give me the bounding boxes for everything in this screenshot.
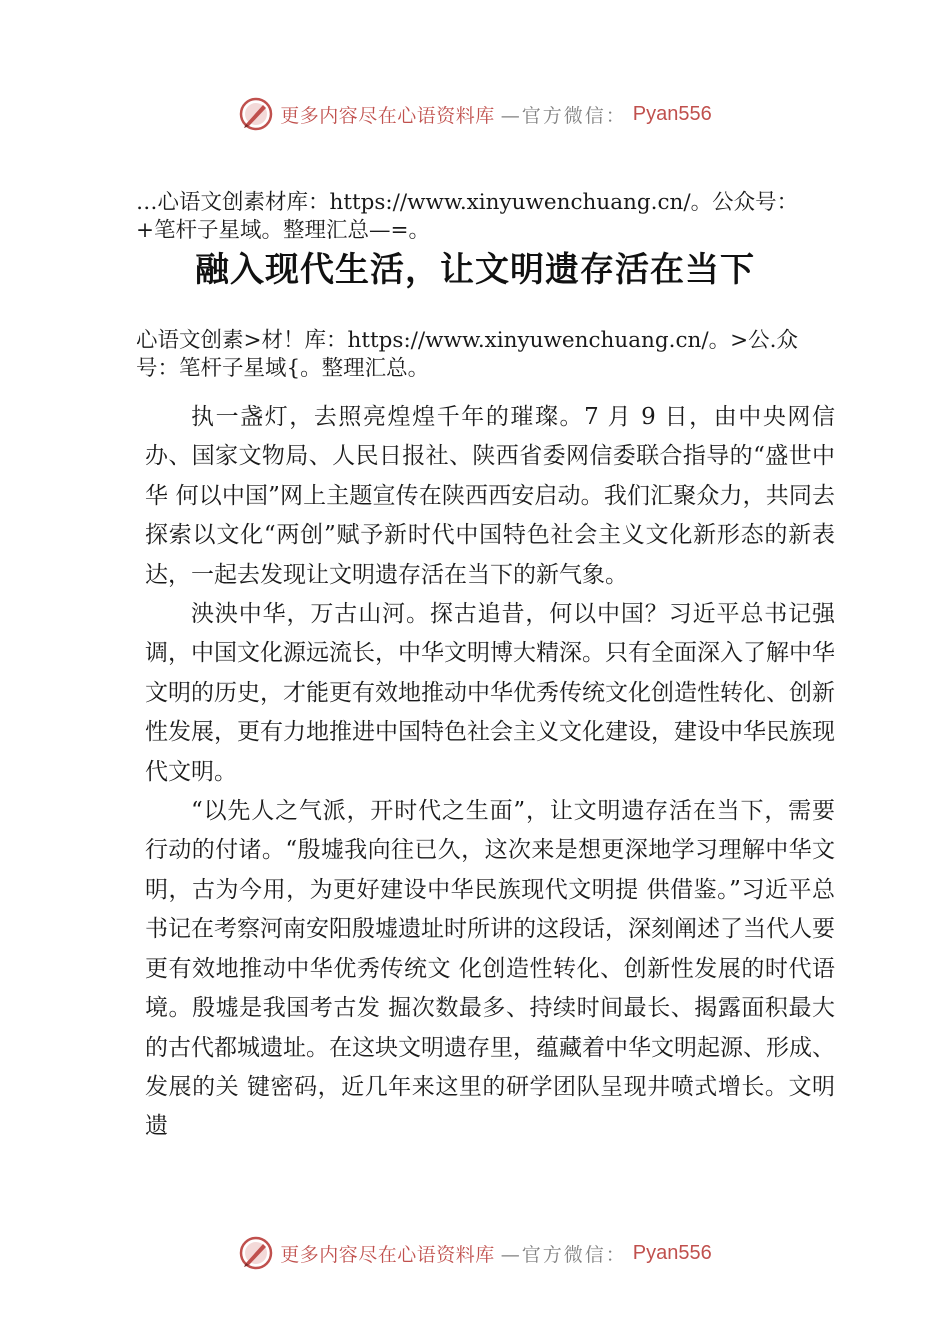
banner-wechat-id: Pyan556 — [632, 102, 712, 125]
brush-pen-logo-icon — [238, 1235, 274, 1271]
footer-banner — [0, 1231, 950, 1275]
banner-wechat-label: —官方微信： — [500, 104, 627, 127]
article-title: 融入现代生活，让文明遗存活在当下 — [195, 250, 755, 290]
header-banner — [0, 92, 950, 136]
banner-site-text: 更多内容尽在心语资料库 — [280, 1243, 495, 1266]
source-note-top: …心语文创素材库：https://www.xinyuwenchuang.cn/。公众号：+笔杆子星域。整理汇总—=。 — [136, 190, 799, 243]
paragraph-3: “以先人之气派，开时代之生面”，让文明遗存活在当下，需要行动的付诸。“殷墟我向往已久，这次来是想更深地学习理解中华文明，古为今用，为更好建设中华民族现代文明提 供借鉴。”习近平总书记在考察河南安阳殷墟遗址时所讲的这段话，深刻阐述了当代人要更有效地推动中华优秀传统文 化创造性转化、创新性发展的时代语境。殷墟是我国考古发 掘次数最多、持续时间最长、揭露面积最大的古代都城遗址。在这块文明遗存里，蕴藏着中华文明起源、形成、发展的关 键密码，近几年来这里的研学团队呈现井喷式增长。文明遗 — [145, 798, 835, 1140]
brush-pen-logo-icon — [238, 96, 274, 132]
paragraph-2: 泱泱中华，万古山河。探古追昔，何以中国？习近平总书记强调，中国文化源远流长，中华文明博大精深。只有全面深入了解中华文明的历史，才能更有效地推动中华优秀传统文化创造性转化、创新性发展，更有力地推进中国特色社会主义文化建设，建设中华民族现代文明。 — [145, 601, 835, 785]
banner-wechat-label: —官方微信： — [500, 1243, 627, 1266]
article-body — [145, 398, 835, 1147]
banner-wechat-id: Pyan556 — [632, 1241, 712, 1264]
source-note-second: 心语文创素>材！库：https://www.xinyuwenchuang.cn/。>公.众号：笔杆子星域{。整理汇总。 — [136, 328, 798, 381]
paragraph-1: 执一盏灯，去照亮煌煌千年的璀璨。7 月 9 日，由中央网信办、国家文物局、人民日报社、陕西省委网信委联合指导的“盛世中华 何以中国”网上主题宣传在陕西西安启动。我们汇聚众力，共同去探索以文化“两创”赋予新时代中国特色社会主义文化新形态的新表达，一起去发现让文明遗存活在当下的新气象。 — [145, 404, 835, 588]
banner-site-text: 更多内容尽在心语资料库 — [280, 104, 495, 127]
